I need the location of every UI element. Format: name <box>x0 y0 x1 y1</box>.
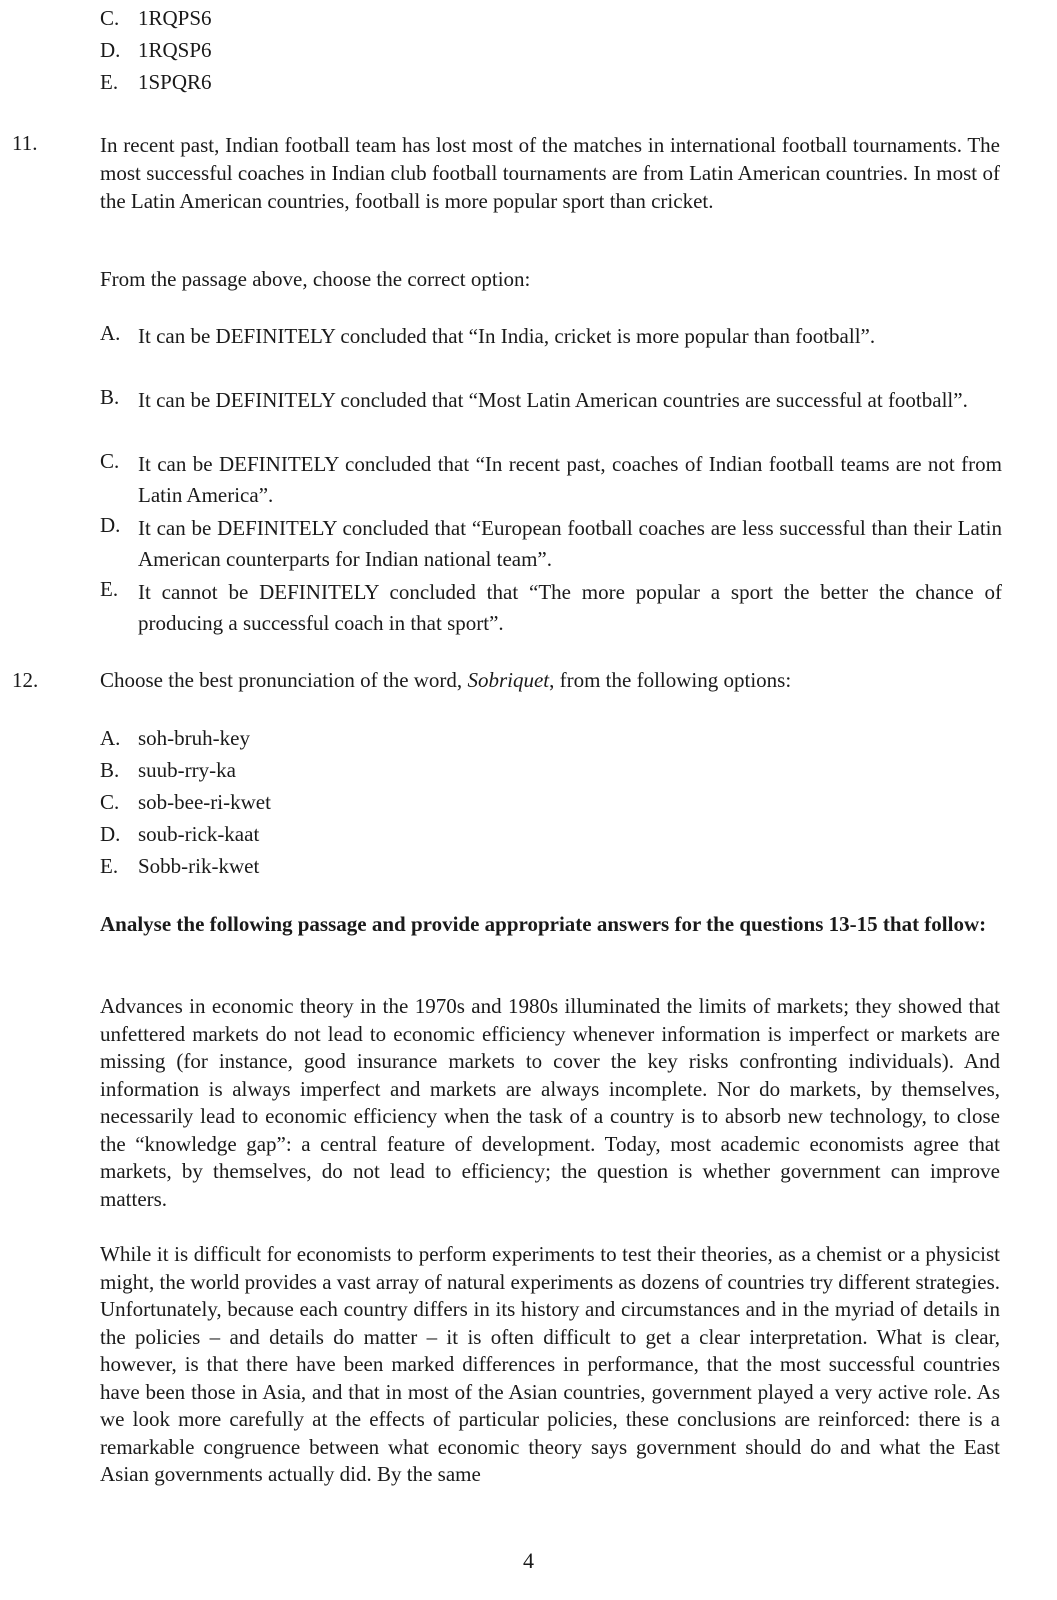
question-12-option-d[interactable] <box>100 818 1000 850</box>
option-label: D. <box>100 822 121 846</box>
option-text: 1RQSP6 <box>138 38 212 62</box>
option-label: B. <box>100 758 120 782</box>
option-text: It can be DEFINITELY concluded that “In recent past, coaches of Indian football teams are not from Latin America”. <box>138 452 1002 507</box>
option-label: E. <box>100 854 119 878</box>
passage-heading: Analyse the following passage and provide appropriate answers for the questions 13-15 that follow: <box>100 912 987 936</box>
option-label: A. <box>100 321 121 345</box>
question-11-option-e[interactable] <box>100 577 1002 639</box>
prompt-word: Sobriquet <box>467 668 550 692</box>
question-11-passage: In recent past, Indian football team has lost most of the matches in international football tournaments. The most successful coaches in Indian club football tournaments are from Latin American countries. In most of the Latin American countries, football is more popular sport than cricket. <box>100 133 1000 213</box>
option-text: It can be DEFINITELY concluded that “European football coaches are less successful than their Latin American counterparts for Indian national team”. <box>138 516 1002 571</box>
question-11-option-b[interactable] <box>100 385 1002 416</box>
option-text: soub-rick-kaat <box>138 822 260 846</box>
prev-option-e <box>100 66 1000 98</box>
option-label: E. <box>100 577 119 601</box>
option-text: sob-bee-ri-kwet <box>138 790 271 814</box>
question-11-option-a[interactable] <box>100 321 1002 352</box>
option-label: A. <box>100 726 121 750</box>
prev-option-d <box>100 34 1000 66</box>
question-12-option-e[interactable] <box>100 850 1000 882</box>
question-12-number: 12. <box>12 668 39 692</box>
prompt-text: , from the following options: <box>549 668 792 692</box>
option-label: D. <box>100 513 121 537</box>
option-text: Sobb-rik-kwet <box>138 854 260 878</box>
question-11-option-d[interactable] <box>100 513 1002 575</box>
question-11-prompt: From the passage above, choose the correct option: <box>100 267 531 291</box>
option-text: suub-rry-ka <box>138 758 236 782</box>
question-12-option-c[interactable] <box>100 786 1000 818</box>
option-label: D. <box>100 38 121 62</box>
option-label: E. <box>100 70 119 94</box>
prompt-text: Choose the best pronunciation of the word, <box>100 668 468 692</box>
option-text: It can be DEFINITELY concluded that “Most Latin American countries are successful at football”. <box>138 388 968 412</box>
option-text: 1RQPS6 <box>138 6 212 30</box>
prev-option-c <box>100 2 1000 34</box>
question-12-prompt <box>100 668 1000 693</box>
option-text: soh-bruh-key <box>138 726 250 750</box>
option-label: C. <box>100 6 120 30</box>
passage-paragraph-1: Advances in economic theory in the 1970s and 1980s illuminated the limits of markets; they showed that unfettered markets do not lead to economic efficiency whenever information is imperfect or markets are missing (for instance, good insurance markets to cover the key risks confronting individuals). And information is always imperfect and markets are always incomplete. Nor do markets, by themselves, necessarily lead to economic efficiency when the task of a country is to absorb new technology, to close the “knowledge gap”: a central feature of development. Today, most academic economists agree that markets, by themselves, do not lead to efficiency; the question is whether government can improve matters. <box>100 994 1000 1211</box>
option-label: C. <box>100 449 120 473</box>
question-11-option-c[interactable] <box>100 449 1002 511</box>
option-label: B. <box>100 385 120 409</box>
question-12-option-a[interactable] <box>100 722 1000 754</box>
option-text: It can be DEFINITELY concluded that “In India, cricket is more popular than football”. <box>138 324 876 348</box>
question-12-option-b[interactable] <box>100 754 1000 786</box>
page-number: 4 <box>523 1548 534 1573</box>
question-11-number: 11. <box>12 131 38 155</box>
option-label: C. <box>100 790 120 814</box>
passage-paragraph-2: While it is difficult for economists to perform experiments to test their theories, as a chemist or a physicist might, the world provides a vast array of natural experiments as dozens of countries try different strategies. Unfortunately, because each country differs in its history and circumstances and in the myriad of details in the policies – and details do matter – it is often difficult to get a clear interpretation. What is clear, however, is that there have been marked differences in performance, that the most successful countries have been those in Asia, and that in most of the Asian countries, government played a very active role. As we look more carefully at the effects of particular policies, these conclusions are reinforced: there is a remarkable congruence between what economic theory says government should do and what the East Asian governments actually did. By the same <box>100 1242 1000 1486</box>
option-text: 1SPQR6 <box>138 70 212 94</box>
option-text: It cannot be DEFINITELY concluded that “The more popular a sport the better the chance of producing a successful coach in that sport”. <box>138 580 1002 635</box>
